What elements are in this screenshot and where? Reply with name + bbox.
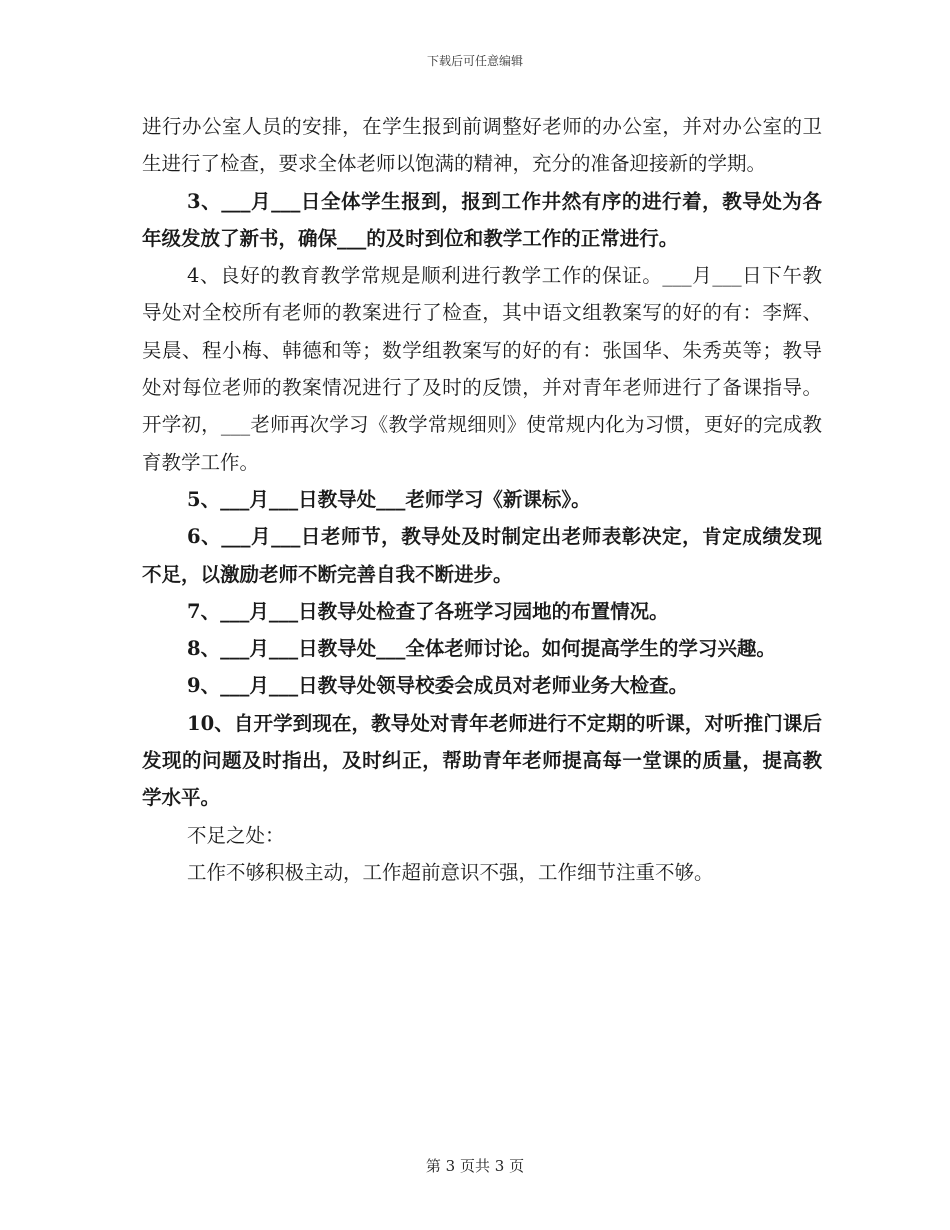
paragraph-item-9: 9、___月___日教导处领导校委会成员对老师业务大检查。	[187, 674, 689, 698]
paragraph-item-7: 7、___月___日教导处检查了各班学习园地的布置情况。	[187, 599, 669, 623]
page-footer: 第 3 页共 3 页	[425, 1157, 525, 1175]
shortcomings-text: 工作不够积极主动，工作超前意识不强，工作细节注重不够。	[187, 860, 714, 884]
paragraph-item-10: 10、自开学到现在，教导处对青年老师进行不定期的听课，对听推门课后发现的问题及时指出，及时纠正，帮助青年老师提高每一堂课的质量，提高教学水平。	[142, 711, 822, 810]
paragraph-item-3: 3、___月___日全体学生报到，报到工作井然有序的进行着，教导处为各年级发放了新书，确保___的及时到位和教学工作的正常进行。	[142, 189, 822, 250]
paragraph-item-4: 4、良好的教育教学常规是顺利进行教学工作的保证。___月___日下午教导处对全校所有老师的教案进行了检查，其中语文组教案写的好的有：李辉、吴晨、程小梅、韩德和等；数学组教案写的好的有：张国华、朱秀英等；教导处对每位老师的教案情况进行了及时的反馈，并对青年老师进行了备课指导。开学初，___老师再次学习《教学常规细则》使常规内化为习惯，更好的完成教育教学工作。	[142, 264, 822, 474]
paragraph-item-6: 6、___月___日老师节，教导处及时制定出老师表彰决定，肯定成绩发现不足，以激励老师不断完善自我不断进步。	[142, 525, 822, 586]
paragraph-item-5: 5、___月___日教导处___老师学习《新课标》。	[187, 487, 591, 511]
document-body	[142, 108, 822, 891]
paragraph-item-8: 8、___月___日教导处___全体老师讨论。如何提高学生的学习兴趣。	[187, 637, 776, 661]
page-header: 下载后可任意编辑	[426, 54, 523, 68]
shortcomings-heading: 不足之处：	[187, 823, 285, 847]
paragraph-office-arrangement: 进行办公室人员的安排，在学生报到前调整好老师的办公室，并对办公室的卫生进行了检查，要求全体老师以饱满的精神，充分的准备迎接新的学期。	[142, 115, 822, 176]
